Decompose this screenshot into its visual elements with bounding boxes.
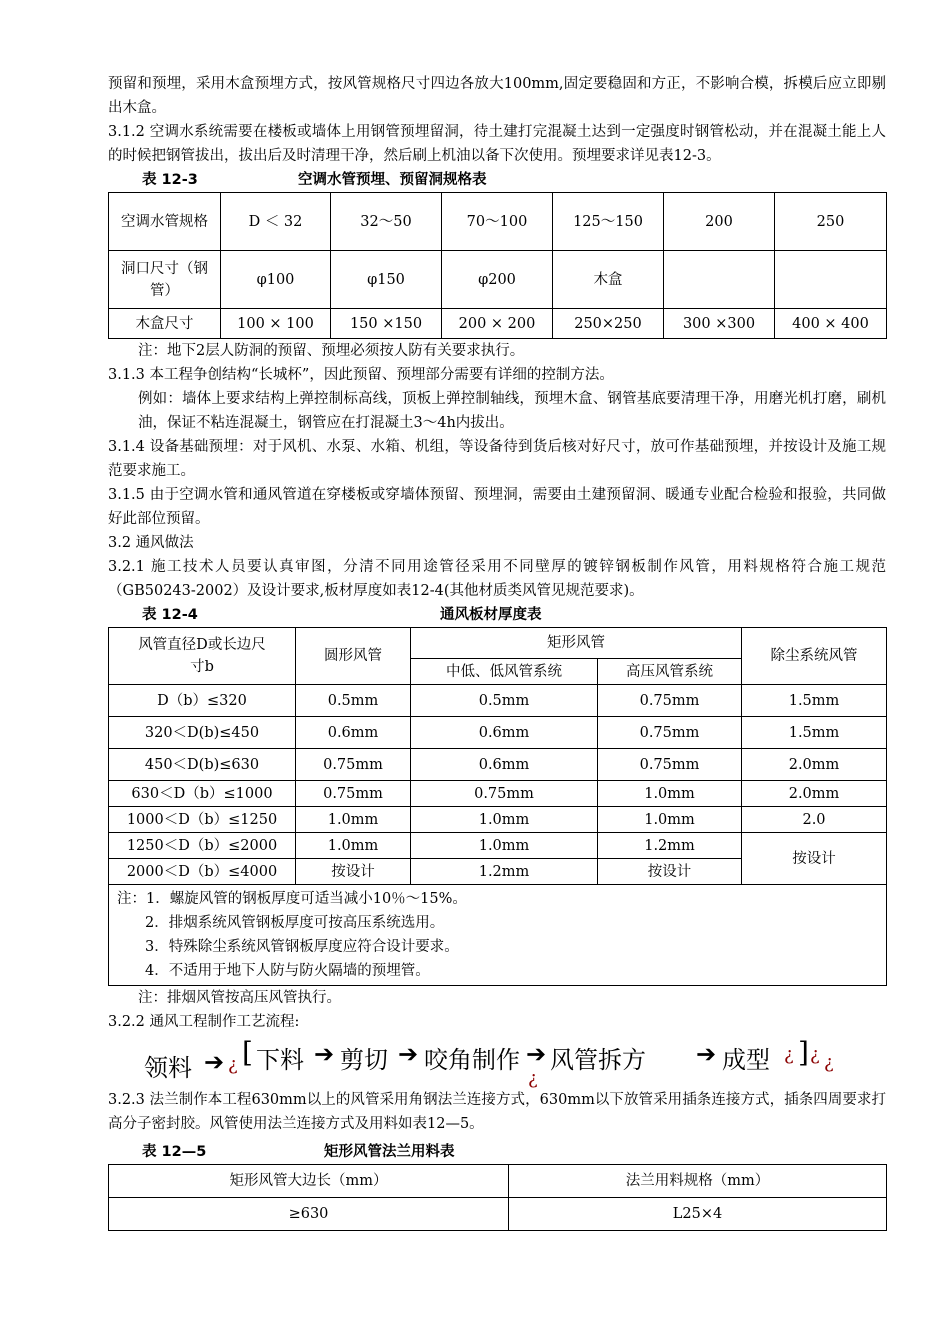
flow-step: 下料 <box>256 1046 304 1074</box>
table-row <box>109 749 887 781</box>
table-cell: 1.5mm <box>742 717 887 749</box>
table-row <box>109 251 887 309</box>
garbled-glyph: ¿ <box>824 1052 834 1073</box>
table-row <box>109 781 887 807</box>
header-cell: 圆形风管 <box>296 628 411 685</box>
header-cell: 高压风管系统 <box>598 659 742 685</box>
garbled-glyph: ¿ <box>228 1054 238 1075</box>
table-cell: 1.0mm <box>411 833 598 859</box>
table-cell: 0.75mm <box>598 749 742 781</box>
paragraph-3-2-2: 3.2.2 通风工程制作工艺流程: <box>108 1014 300 1030</box>
table-cell: 0.75mm <box>411 781 598 807</box>
flow-step: 剪切 <box>340 1046 388 1074</box>
table-header-row <box>109 1165 887 1198</box>
arrow-icon: ➔ <box>204 1048 225 1076</box>
flow-step: 成型 <box>722 1046 770 1074</box>
table-row <box>109 1198 887 1231</box>
header-cell: 法兰用料规格（mm） <box>509 1165 887 1198</box>
process-flow <box>108 1034 886 1088</box>
table-cell: 2.0 <box>742 807 887 833</box>
table-row <box>109 833 887 859</box>
table-cell: 0.6mm <box>296 717 411 749</box>
table-cell: 木盒 <box>553 251 664 309</box>
header-cell: 风管直径D或长边尺寸b <box>109 628 296 685</box>
table-cell: 洞口尺寸（钢管） <box>109 251 221 309</box>
table-cell: φ150 <box>331 251 442 309</box>
table-cell: 630＜D（b）≤1000 <box>109 781 296 807</box>
table-cell: 1250＜D（b）≤2000 <box>109 833 296 859</box>
table-cell: 0.75mm <box>296 781 411 807</box>
paragraph-3-2-3: 3.2.3 法兰制作本工程630mm以上的风管采用角钢法兰连接方式，630mm以下放管采用插条连接方式，插条四周要求打高分子密封胶。风管使用法兰连接方式及用料如表12—5。 <box>108 1092 886 1132</box>
table-cell: 0.75mm <box>598 717 742 749</box>
table-cell: 2.0mm <box>742 749 887 781</box>
flow-step: 领料 <box>144 1054 192 1082</box>
table-cell: 1.2mm <box>411 859 598 885</box>
table-number: 表 12—5 <box>142 1144 207 1160</box>
garbled-glyph: ¿ <box>528 1068 538 1089</box>
table-number: 表 12-4 <box>142 607 198 623</box>
table-12-3 <box>108 192 887 339</box>
table-cell <box>664 251 775 309</box>
table-row <box>109 807 887 833</box>
arrow-icon: ➔ <box>314 1040 335 1068</box>
table-12-4-caption <box>108 603 886 627</box>
paragraph-3-1-3: 3.1.3 本工程争创结构“长城杯”，因此预留、预埋部分需要有详细的控制方法。 <box>108 367 614 383</box>
table-cell: L25×4 <box>509 1198 887 1231</box>
table-cell: 70～100 <box>442 193 553 251</box>
table-cell: 200 <box>664 193 775 251</box>
table-cell <box>775 251 887 309</box>
table-header-row <box>109 628 887 659</box>
table-row <box>109 193 887 251</box>
table-cell: 1.5mm <box>742 685 887 717</box>
paragraph-3-1-5: 3.1.5 由于空调水管和通风管道在穿楼板或穿墙体预留、预埋洞，需要由土建预留洞、暖通专业配合检验和报验，共同做好此部位预留。 <box>108 487 886 527</box>
paragraph-example: 例如：墙体上要求结构上弹控制标高线，顶板上弹控制轴线，预埋木盒、钢管基底要清理干净，用磨光机打磨，刷机油，保证不粘连混凝土，钢管应在打混凝土3～4h内拔出。 <box>138 391 886 431</box>
table-cell: φ200 <box>442 251 553 309</box>
arrow-icon: ➔ <box>696 1040 717 1068</box>
table-cell: 1.0mm <box>296 807 411 833</box>
table-cell: ≥630 <box>109 1198 509 1231</box>
table-row <box>109 685 887 717</box>
table-title: 矩形风管法兰用料表 <box>324 1144 455 1160</box>
flow-step: 咬角制作 <box>424 1046 520 1074</box>
table-cell: 0.6mm <box>411 717 598 749</box>
table-12-5 <box>108 1164 887 1231</box>
table-notes-row <box>109 885 887 986</box>
table-12-4 <box>108 627 887 986</box>
table-cell: D（b）≤320 <box>109 685 296 717</box>
document-page <box>108 72 886 1231</box>
table-12-3-caption <box>108 168 886 192</box>
table-row <box>109 717 887 749</box>
table-cell: 1.0mm <box>598 781 742 807</box>
flow-bracket: ] <box>798 1036 809 1069</box>
section-heading-3-2: 3.2 通风做法 <box>108 535 194 551</box>
table-cell: 250×250 <box>553 309 664 339</box>
garbled-glyph: ¿ <box>784 1044 794 1065</box>
table-cell: 按设计 <box>742 833 887 885</box>
table-cell: 150 ×150 <box>331 309 442 339</box>
table-row <box>109 309 887 339</box>
table-cell: φ100 <box>221 251 331 309</box>
table-cell: 1000＜D（b）≤1250 <box>109 807 296 833</box>
table-cell: 1.2mm <box>598 833 742 859</box>
note-line: 4．不适用于地下人防与防火隔墙的预埋管。 <box>145 963 430 979</box>
table-cell: 300 ×300 <box>664 309 775 339</box>
note-line: 3．特殊除尘系统风管钢板厚度应符合设计要求。 <box>145 939 459 955</box>
table-cell: 按设计 <box>296 859 411 885</box>
table-cell: 2000＜D（b）≤4000 <box>109 859 296 885</box>
table-cell: 木盒尺寸 <box>109 309 221 339</box>
table-title: 空调水管预埋、预留洞规格表 <box>298 172 487 188</box>
table-cell: 0.75mm <box>598 685 742 717</box>
table-cell: 0.5mm <box>411 685 598 717</box>
table-cell: 200 × 200 <box>442 309 553 339</box>
table-cell: 450＜D(b)≤630 <box>109 749 296 781</box>
table-12-5-caption <box>108 1140 886 1164</box>
table-12-4-after-note: 注：排烟风管按高压风管执行。 <box>138 990 341 1006</box>
table-cell: 320＜D(b)≤450 <box>109 717 296 749</box>
arrow-icon: ➔ <box>526 1040 547 1068</box>
table-cell: 1.0mm <box>598 807 742 833</box>
table-cell: 250 <box>775 193 887 251</box>
arrow-icon: ➔ <box>398 1040 419 1068</box>
table-cell: 1.0mm <box>411 807 598 833</box>
table-cell: 0.5mm <box>296 685 411 717</box>
table-cell: 空调水管规格 <box>109 193 221 251</box>
table-cell: 按设计 <box>598 859 742 885</box>
note-line: 注：1．螺旋风管的钢板厚度可适当减小10％～15%。 <box>117 891 467 907</box>
table-cell: 0.6mm <box>411 749 598 781</box>
table-cell: 0.75mm <box>296 749 411 781</box>
table-cell: 2.0mm <box>742 781 887 807</box>
table-notes <box>109 885 887 986</box>
table-cell: D ＜ 32 <box>221 193 331 251</box>
flow-bracket: [ <box>242 1036 253 1069</box>
paragraph-intro: 预留和预埋，采用木盒预埋方式，按风管规格尺寸四边各放大100mm,固定要稳固和方正，不影响合模，拆模后应立即剔出木盒。 <box>108 76 886 116</box>
note-line: 2．排烟系统风管钢板厚度可按高压系统选用。 <box>145 915 445 931</box>
header-cell: 中低、低风管系统 <box>411 659 598 685</box>
table-cell: 32～50 <box>331 193 442 251</box>
header-cell: 除尘系统风管 <box>742 628 887 685</box>
header-cell: 矩形风管 <box>411 628 742 659</box>
table-title: 通风板材厚度表 <box>440 607 542 623</box>
header-cell: 矩形风管大边长（mm） <box>109 1165 509 1198</box>
flow-step: 风管拆方 <box>550 1046 646 1074</box>
garbled-glyph: ¿ <box>810 1044 820 1065</box>
paragraph-3-2-1: 3.2.1 施工技术人员要认真审图，分清不同用途管径采用不同壁厚的镀锌钢板制作风管，用料规格符合施工规范（GB50243-2002）及设计要求,板材厚度如表12-4(其他材质类风管见规范要求)。 <box>108 559 886 599</box>
table-cell: 100 × 100 <box>221 309 331 339</box>
table-number: 表 12-3 <box>142 172 198 188</box>
paragraph-3-1-2: 3.1.2 空调水系统需要在楼板或墙体上用钢管预埋留洞，待土建打完混凝土达到一定强度时钢管松动，并在混凝土能上人的时候把钢管拔出，拔出后及时清理干净，然后刷上机油以备下次使用。预埋要求详见表12-3。 <box>108 124 886 164</box>
table-cell: 1.0mm <box>296 833 411 859</box>
table-cell: 400 × 400 <box>775 309 887 339</box>
table-12-3-note: 注：地下2层人防洞的预留、预埋必须按人防有关要求执行。 <box>138 343 525 359</box>
paragraph-3-1-4: 3.1.4 设备基础预埋：对于风机、水泵、水箱、机组，等设备待到货后核对好尺寸，放可作基础预埋，并按设计及施工规范要求施工。 <box>108 439 886 479</box>
table-cell: 125～150 <box>553 193 664 251</box>
